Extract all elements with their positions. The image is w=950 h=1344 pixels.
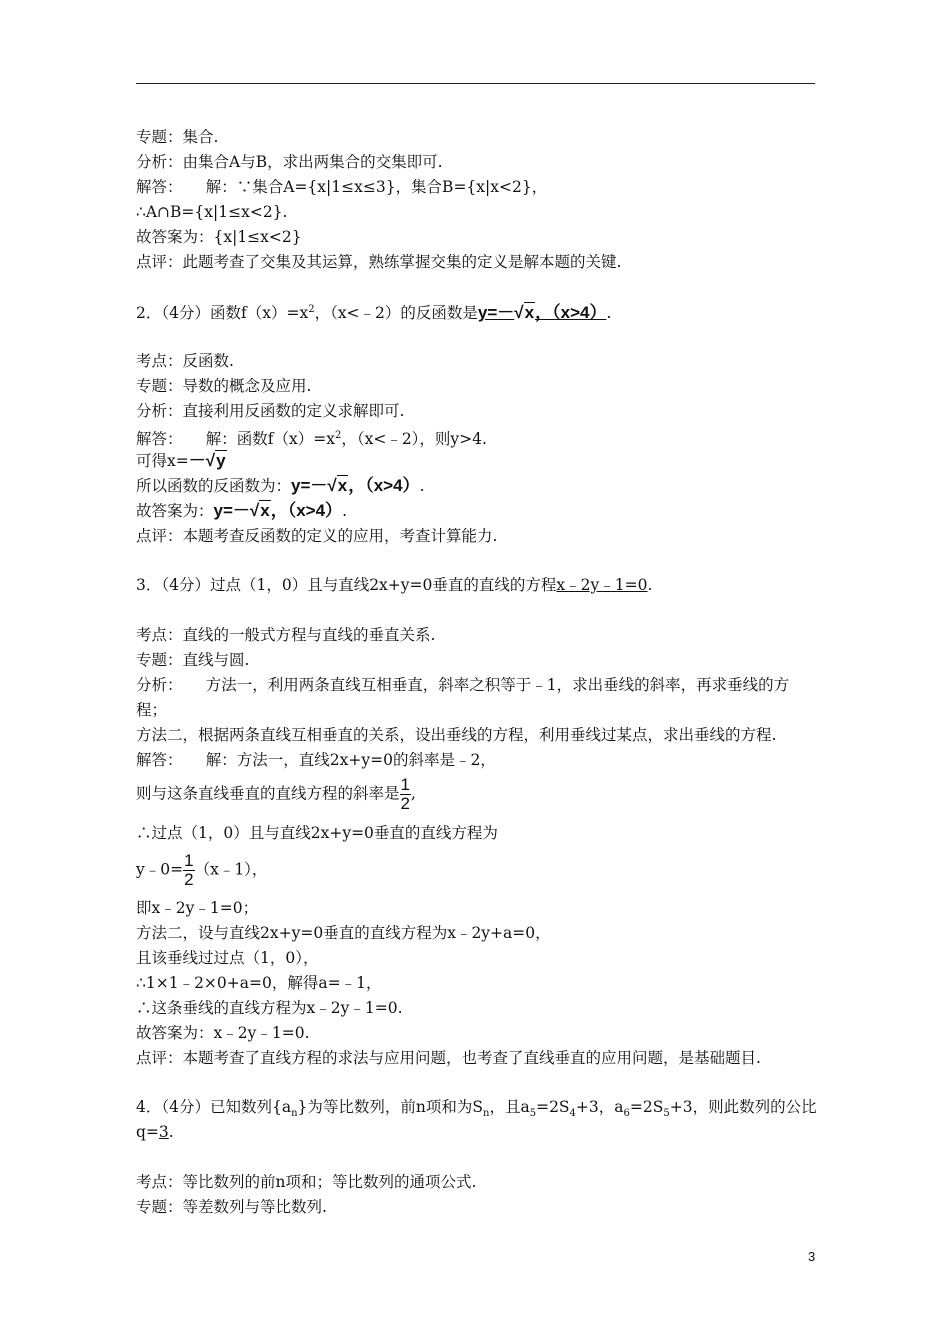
q3-analysis-line3: 方法二，根据两条直线互相垂直的关系，设出垂线的方程，利用垂线过某点，求出垂线的方程. <box>136 726 777 744</box>
q4-text: 4．（4分）已知数列{a <box>136 1098 292 1116</box>
q2-inv-text: 所以函数的反函数为： <box>136 477 292 495</box>
q2-ans-y: y=－ <box>477 303 515 323</box>
q2-ans2-condition: ，（x>4） <box>270 501 343 520</box>
sqrt-symbol: √x <box>327 476 348 495</box>
q3-answer: 故答案为：x﹣2y﹣1=0. <box>136 1024 310 1042</box>
q2-inv-end: . <box>419 477 425 495</box>
q2-get-radicand: y <box>216 451 226 470</box>
q1-topic: 专题：集合. <box>136 128 219 146</box>
q3-solution-line8: ∴1×1﹣2×0+a=0，解得a=﹣1， <box>136 974 382 992</box>
q3-solution-line3: ∴过点（1，0）且与直线2x+y=0垂直的直线方程为 <box>136 824 498 842</box>
q3-solution-line4 <box>136 852 267 889</box>
q3-sol4-text: y﹣0= <box>136 860 184 879</box>
q1-solution-line1: 解答： 解：∵集合A={x|1≤x≤3}，集合B={x|x<2}， <box>136 178 548 196</box>
q2-topic: 专题：导数的概念及应用. <box>136 377 312 395</box>
fraction-numerator: 1 <box>400 775 410 794</box>
q2-analysis: 分析：直接利用反函数的定义求解即可. <box>136 402 405 420</box>
q4-text: =2S <box>629 1098 664 1116</box>
fraction-denominator: 2 <box>400 794 410 813</box>
q1-solution-line2: ∴A∩B={x|1≤x<2}. <box>136 203 288 221</box>
q3-solution-line1: 解答： 解：方法一，直线2x+y=0的斜率是﹣2， <box>136 751 496 769</box>
q2-stem-text-mid: ，（x<﹣2）的反函数是 <box>314 304 478 323</box>
page-number: 3 <box>808 1249 816 1264</box>
q2-ans-text: 故答案为： <box>136 502 214 520</box>
q2-stem <box>136 300 611 323</box>
q4-text: }为等比数列，前n项和为S <box>297 1098 483 1116</box>
q3-solution-line6: 方法二，设与直线2x+y=0垂直的直线方程为x﹣2y+a=0， <box>136 924 551 942</box>
q4-topic: 专题：等差数列与等比数列. <box>136 1198 327 1216</box>
q4-subscript: 6 <box>623 1108 630 1120</box>
q1-comment: 点评：此题考查了交集及其运算，熟练掌握交集的定义是解本题的关键. <box>136 253 622 271</box>
q2-sol-text: 解答： 解：函数f（x）=x <box>136 430 335 449</box>
q2-get <box>136 451 227 471</box>
q2-get-text: 可得x= <box>136 452 189 470</box>
q4-subscript: 4 <box>569 1108 576 1120</box>
q2-answer <box>136 501 347 521</box>
q2-point: 考点：反函数. <box>136 352 234 370</box>
q4-text: =2S <box>536 1098 570 1116</box>
q2-inv-y: y=－ <box>291 476 328 495</box>
header-rule <box>136 83 815 84</box>
q2-sol-text-post: ，（x<﹣2），则y>4. <box>341 430 487 449</box>
q4-point: 考点：等比数列的前n项和；等比数列的通项公式. <box>136 1173 477 1191</box>
q3-sol2-post: , <box>410 784 416 803</box>
fraction-numerator: 1 <box>184 851 194 870</box>
q2-ans-condition: ，（x>4） <box>535 303 607 323</box>
q1-analysis: 分析：由集合A与B，求出两集合的交集即可. <box>136 153 443 171</box>
fraction-denominator: 2 <box>184 870 194 889</box>
q3-solution-line2 <box>136 776 416 813</box>
q4-line2-end: . <box>168 1123 174 1141</box>
q3-solution-line9: ∴这条垂线的直线方程为x﹣2y﹣1=0. <box>136 999 403 1017</box>
q2-stem-answer <box>478 303 607 322</box>
q2-ans-radicand: x <box>524 303 535 323</box>
q3-stem-end: . <box>647 576 653 594</box>
q3-solution-line7: 且该垂线过过点（1，0）， <box>136 949 319 967</box>
q3-sol4-post: （x﹣1）， <box>194 860 268 879</box>
q4-subscript: n <box>291 1108 298 1120</box>
q3-stem-answer: x﹣2y﹣1=0 <box>556 576 648 594</box>
q4-line2-text: q= <box>136 1123 159 1141</box>
q2-sol-exponent: 2 <box>334 430 342 441</box>
q2-stem-exponent: 2 <box>308 304 315 315</box>
q2-inv-condition: ，（x>4） <box>348 476 420 495</box>
q2-stem-end: . <box>606 304 612 323</box>
q3-solution-line5: 即x﹣2y﹣1=0； <box>136 899 259 917</box>
q4-subscript: 5 <box>663 1108 670 1120</box>
q4-text: +3，则此数列的公比 <box>669 1098 817 1116</box>
q4-stem-line2 <box>136 1122 174 1142</box>
q2-ans2-y: y=－ <box>213 501 250 520</box>
q4-text: +3，a <box>575 1098 624 1116</box>
q3-sol2-text: 则与这条直线垂直的直线方程的斜率是 <box>136 784 400 803</box>
fraction-one-half <box>183 852 194 889</box>
q3-point: 考点：直线的一般式方程与直线的垂直关系. <box>136 626 436 644</box>
q3-stem <box>136 575 652 595</box>
q3-stem-text: 3．（4分）过点（1，0）且与直线2x+y=0垂直的直线的方程 <box>136 576 557 594</box>
q4-subscript: 5 <box>529 1108 537 1120</box>
q3-analysis-line1: 分析： 方法一，利用两条直线互相垂直，斜率之积等于﹣1，求出垂线的斜率，再求垂线的方 <box>136 676 790 694</box>
sqrt-symbol: √x <box>514 303 535 323</box>
q2-get-minus: － <box>188 451 206 470</box>
q4-subscript: n <box>483 1108 490 1120</box>
sqrt-symbol: √x <box>249 501 270 520</box>
fraction-one-half <box>400 776 411 813</box>
q2-inv-radicand: x <box>337 476 348 495</box>
q4-answer: 3 <box>158 1123 169 1141</box>
q4-stem-line1 <box>136 1097 817 1124</box>
sqrt-symbol: √y <box>205 451 226 470</box>
q3-analysis-line2: 程； <box>136 701 168 719</box>
q2-ans2-radicand: x <box>260 501 270 520</box>
q2-ans2-end: . <box>342 502 347 520</box>
q2-inverse <box>136 476 425 496</box>
q2-comment: 点评：本题考查反函数的定义的应用，考查计算能力. <box>136 527 498 545</box>
q4-text: ，且a <box>489 1098 530 1116</box>
q1-answer: 故答案为：{x|1≤x<2} <box>136 228 302 246</box>
q2-solution <box>136 426 487 449</box>
q2-stem-text: 2．（4分）函数f（x）=x <box>136 304 309 323</box>
q3-topic: 专题：直线与圆. <box>136 651 250 669</box>
q3-comment: 点评：本题考查了直线方程的求法与应用问题，也考查了直线垂直的应用问题，是基础题目. <box>136 1049 761 1067</box>
